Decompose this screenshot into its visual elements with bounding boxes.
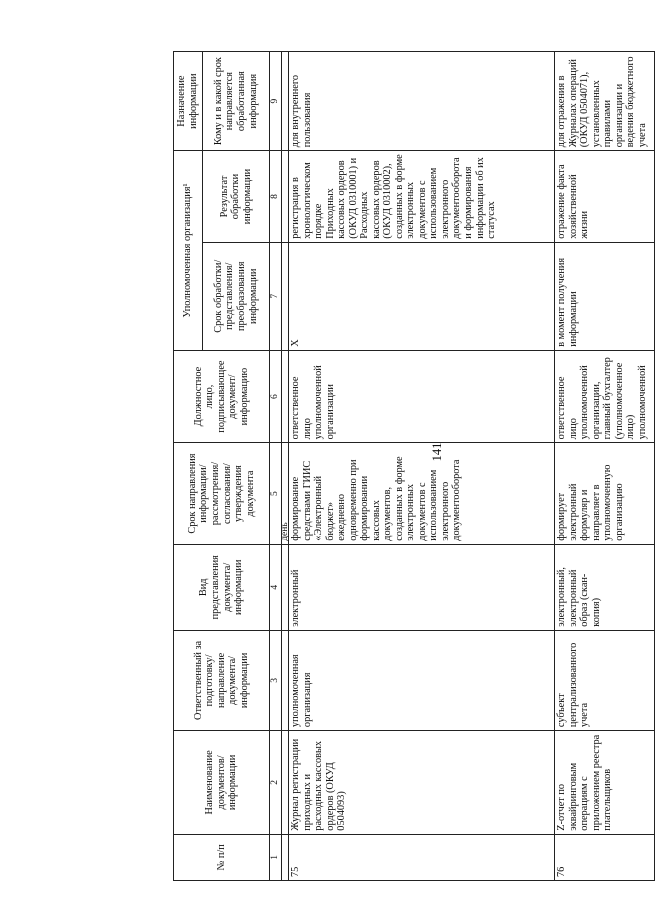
signing-official: ответственное лицо уполномоченной организации: [289, 350, 555, 443]
table-row: [555, 52, 655, 881]
deadline: формирует электронный формуляр и направляет в уполномоченную организацию: [555, 443, 655, 544]
presentation-form: электронный: [289, 544, 555, 630]
presentation-form: электронный, электронный образ (скан-копия): [555, 544, 655, 630]
deadline: формирование средствами ГИИС «Электронный бюджет» ежедневно одновременно при формировании кассовых документов, созданных в форме электронных документов с использованием электронного документооборота: [289, 443, 555, 544]
document-table: [173, 51, 655, 881]
col-number: 3: [270, 630, 282, 730]
responsible-party: уполномоченная организация: [289, 630, 555, 730]
header-recipient: Кому и в какой срок направляется обработанная информация: [203, 52, 270, 151]
header-deadline: Срок направления информации/ рассмотрения/ согласования/ утверждения документа: [174, 443, 270, 544]
header-result: Результат обработки информации: [203, 151, 270, 242]
rotated-table-container: [173, 51, 648, 881]
col-number: 7: [270, 242, 282, 350]
responsible-party: субъект централизованного учета: [555, 630, 655, 730]
processing-result: регистрация в хронологическом порядке Приходных кассовых ордеров (ОКУД 0310001) и Расходных кассовых ордеров (ОКУД 0310002), созданных в форме электронных документов с использованием электронного документооборота и формирования информации об их статусах: [289, 151, 555, 242]
information-purpose: для отражения в Журналах операций (ОКУД 0504071), установленных правилами организации и ведения бюджетного учета: [555, 52, 655, 151]
col-number: 5: [270, 443, 282, 544]
header-responsible: Ответственный за подготовку/ направление документа/ информации: [174, 630, 270, 730]
header-group-purpose: Назначение информации: [174, 52, 203, 151]
processing-term: X: [289, 242, 555, 350]
processing-result: отражение факта хозяйственной жизни: [555, 151, 655, 242]
header-group-authorized-org: Уполномоченная организация¹: [174, 151, 203, 351]
information-purpose: для внутреннего пользования: [289, 52, 555, 151]
col-number: 4: [270, 544, 282, 630]
col-number: 6: [270, 350, 282, 443]
header-processing-term: Срок обработки/ представления/ преобразования информации: [203, 242, 270, 350]
document-name: Журнал регистрации приходных и расходных кассовых ордеров (ОКУД 0504093): [289, 731, 555, 835]
continuation-text: день: [282, 443, 289, 544]
col-number: 9: [270, 52, 282, 151]
header-name: Наименование документов/ информации: [174, 731, 270, 835]
col-number: 1: [270, 834, 282, 880]
continuation-row: [282, 52, 289, 881]
row-number: 75: [289, 834, 555, 880]
row-number: 76: [555, 834, 655, 880]
header-num: № п/п: [174, 834, 270, 880]
page-number: 141: [430, 442, 444, 462]
header-row-1: [174, 52, 203, 881]
processing-term: в момент получения информации: [555, 242, 655, 350]
document-name: Z-отчет по эквайринговым операциям с приложением реестра плательщиков: [555, 731, 655, 835]
column-number-row: [270, 52, 282, 881]
header-signer: Должностное лицо, подписывающее документ/ информацию: [174, 350, 270, 443]
table-row: [289, 52, 555, 881]
header-form: Вид представления документа/ информации: [174, 544, 270, 630]
signing-official: ответственное лицо уполномоченной организации, главный бухгалтер (уполномоченное лицо) уполномоченной: [555, 350, 655, 443]
col-number: 2: [270, 731, 282, 835]
col-number: 8: [270, 151, 282, 242]
